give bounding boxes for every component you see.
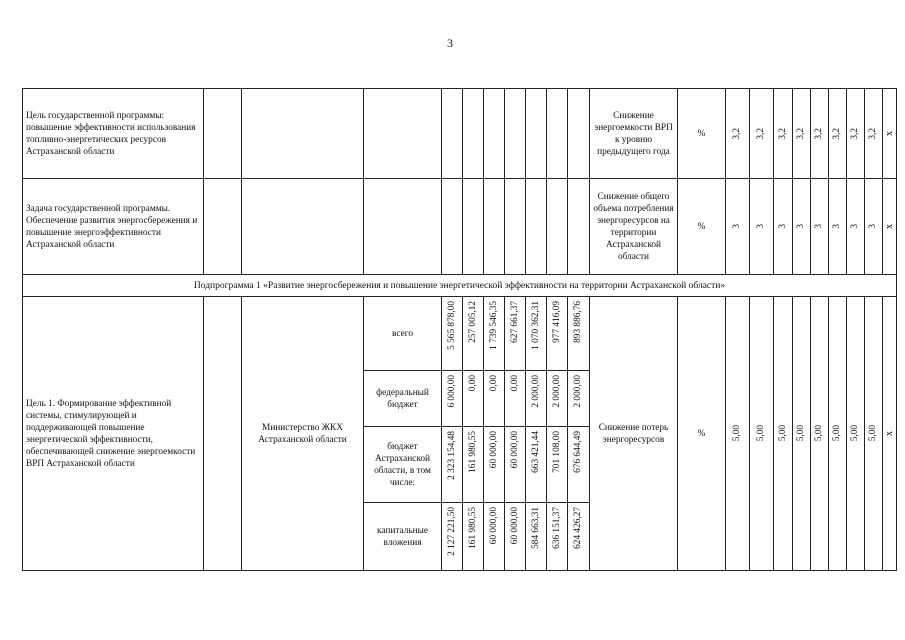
goal-text: Цель государственной программы: повышение эффективности использования топливно-энергетических ресурсов Астраханской области [23, 89, 204, 179]
amount-cell: 60 000,00 [488, 507, 499, 545]
amount-cell: 624 426,27 [573, 507, 583, 549]
amount-cell: 0,00 [509, 375, 520, 392]
goal-value: 3,2 [814, 127, 824, 140]
goal-value: 3,2 [732, 127, 742, 140]
goal-unit: % [678, 89, 726, 179]
goal-value: 3,2 [850, 127, 860, 140]
task-text: Задача государственной программы. Обеспечение развития энергосбережения и повышение энергоэффективности Астраханской области [23, 179, 204, 275]
goal-value: 3,2 [756, 127, 766, 140]
amount-cell: 893 886,76 [573, 301, 583, 343]
c1-executor: Министерство ЖКХ Астраханской области [242, 297, 364, 571]
goal-last: x [884, 131, 895, 136]
amount-cell: 60 000,00 [509, 507, 520, 545]
page-number: 3 [447, 36, 453, 50]
task-value: 3 [756, 224, 766, 229]
goal-value: 3,2 [832, 127, 842, 140]
c1-text: Цель 1. Формирование эффективной системы, стимулирующей и поддерживающей повышение энергетической эффективности, обеспечивающей снижение энергоемкости ВРП Астраханской области [23, 297, 204, 571]
amount-cell: 1 070 362,31 [530, 301, 541, 350]
amount-cell: 584 663,31 [530, 507, 541, 549]
amount-cell: 2 127 221,50 [446, 507, 457, 556]
goal-value: 3,2 [868, 127, 878, 140]
task-value: 3 [832, 224, 842, 229]
amount-cell: 701 108,00 [551, 431, 562, 473]
goal-value: 3,2 [777, 127, 788, 140]
amount-cell: 6 000,00 [446, 375, 457, 408]
amount-cell: 60 000,00 [488, 431, 499, 469]
amount-cell: 2 323 154,48 [446, 431, 457, 480]
amount-cell: 0,00 [467, 375, 478, 392]
task-row [23, 179, 897, 275]
amount-cell: 676 644,49 [573, 431, 583, 473]
amount-cell: 60 000,00 [509, 431, 520, 469]
task-value: 3 [777, 224, 788, 229]
amount-cell: 257 005,12 [467, 301, 478, 343]
amount-cell: 636 151,37 [551, 507, 562, 549]
c1-value: 5,00 [814, 425, 824, 442]
c1-value: 5,00 [868, 425, 878, 442]
source-label: капитальные вложения [364, 503, 442, 571]
task-value: 3 [732, 224, 742, 229]
c1-indicator: Снижение потерь энергоресурсов [590, 297, 678, 571]
subprogram-title: Подпрограмма 1 «Развитие энергосбережения и повышение энергетической эффективности на территории Астраханской области» [23, 275, 897, 297]
task-value: 3 [868, 224, 878, 229]
task-value: 3 [850, 224, 860, 229]
amount-cell: 161 980,55 [467, 431, 478, 473]
amount-cell: 2 000,00 [573, 375, 583, 408]
amount-cell: 627 661,37 [509, 301, 520, 343]
amount-cell: 977 416,09 [551, 301, 562, 343]
goal-indicator: Снижение энергоемкости ВРП к уровню предыдущего года [590, 89, 678, 179]
c1-value: 5,00 [832, 425, 842, 442]
program-table [22, 88, 897, 571]
c1-value: 5,00 [796, 425, 806, 442]
c1-value: 5,00 [850, 425, 860, 442]
task-unit: % [678, 179, 726, 275]
source-label: федеральный бюджет [364, 371, 442, 427]
amount-cell: 0,00 [488, 375, 499, 392]
c1-value: 5,00 [756, 425, 766, 442]
c1-unit: % [678, 297, 726, 571]
task-last: x [884, 224, 895, 229]
c1-row-total [23, 297, 897, 371]
amount-cell: 2 000,00 [551, 375, 562, 408]
amount-cell: 2 000,00 [530, 375, 541, 408]
task-value: 3 [814, 224, 824, 229]
c1-value: 5,00 [777, 425, 788, 442]
task-value: 3 [796, 224, 806, 229]
amount-cell: 161 980,55 [467, 507, 478, 549]
goal-row [23, 89, 897, 179]
amount-cell: 5 565 878,00 [446, 301, 457, 350]
c1-last: x [884, 431, 895, 436]
task-indicator: Снижение общего объема потребления энергоресурсов на территории Астраханской области [590, 179, 678, 275]
amount-cell: 1 739 546,35 [488, 301, 499, 350]
c1-value: 5,00 [732, 425, 742, 442]
goal-value: 3,2 [796, 127, 806, 140]
amount-cell: 663 421,44 [530, 431, 541, 473]
source-label: бюджет Астраханской области, в том числе: [364, 427, 442, 503]
subprogram-row [23, 275, 897, 297]
source-label: всего [364, 297, 442, 371]
